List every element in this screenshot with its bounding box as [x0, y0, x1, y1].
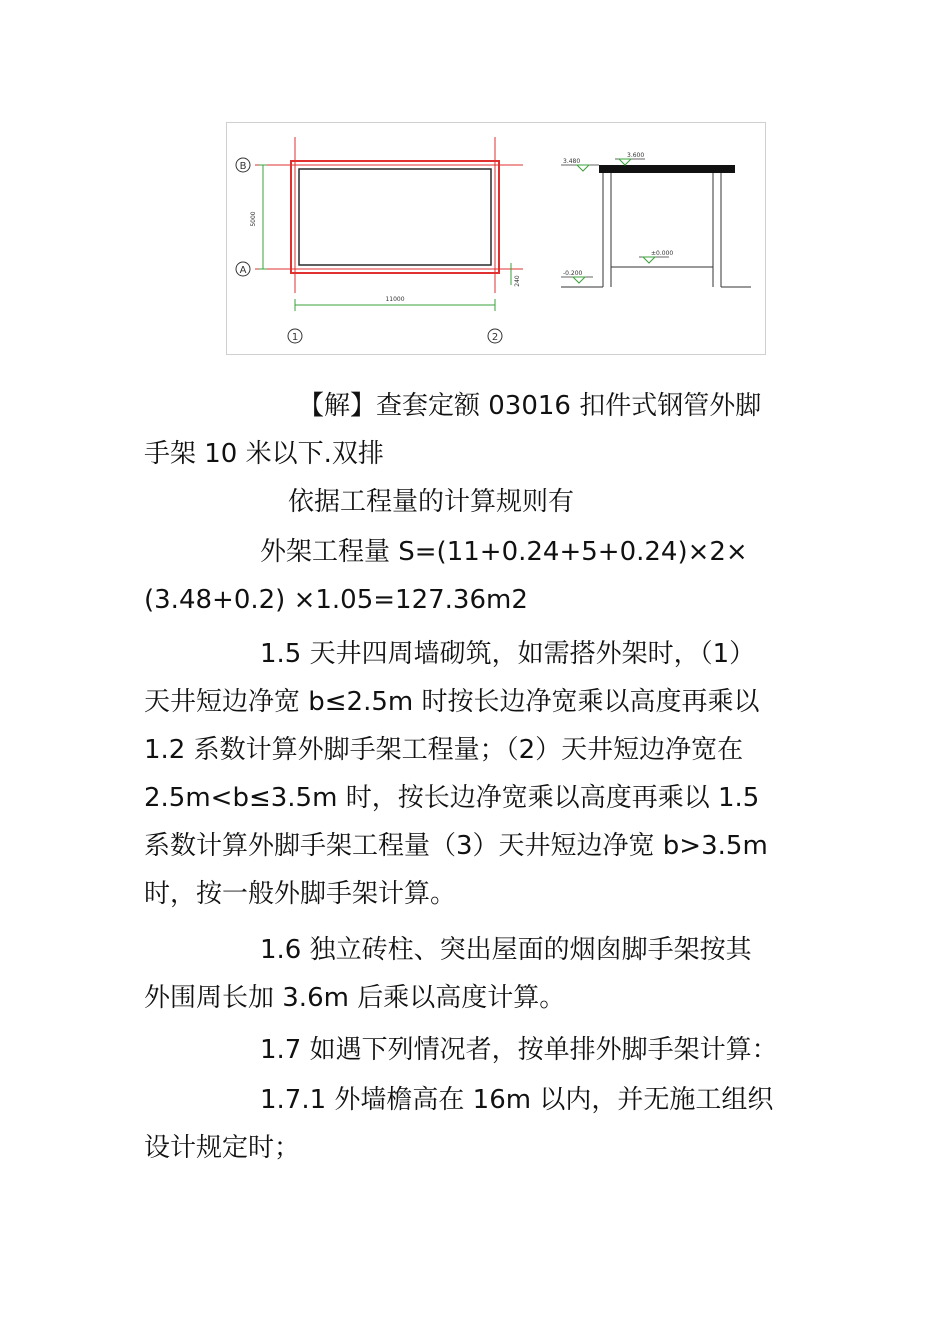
paragraph-solution — [144, 382, 814, 478]
text-line: (3.48+0.2) ×1.05=127.36m2 — [144, 585, 528, 615]
axis-label-1: 1 — [291, 332, 299, 343]
text-line: 外围周长加 3.6m 后乘以高度计算。 — [144, 983, 566, 1013]
outer-wall-outline — [291, 161, 499, 273]
text-line: 依据工程量的计算规则有 — [288, 487, 575, 517]
text-line: 1.7.1 外墙檐高在 16m 以内，并无施工组织 — [260, 1085, 774, 1115]
construction-drawing — [226, 122, 766, 355]
elev-marker-top-left — [577, 165, 589, 171]
paragraph-rule-intro — [144, 478, 814, 526]
text-line: 【解】查套定额 03016 扣件式钢管外脚 — [298, 391, 762, 421]
elev-top-left-text: 3.480 — [563, 158, 581, 165]
paragraph-1-7 — [144, 1026, 814, 1074]
text-line: 1.2 系数计算外脚手架工程量；（2）天井短边净宽在 — [144, 735, 744, 765]
text-line: 1.6 独立砖柱、突出屋面的烟囱脚手架按其 — [260, 935, 752, 965]
elev-marker-ground — [573, 277, 585, 283]
axis-label-a: A — [239, 265, 247, 276]
text-line: 时，按一般外脚手架计算。 — [144, 879, 457, 909]
axis-label-2: 2 — [491, 332, 499, 343]
text-line: 手架 10 米以下.双排 — [144, 439, 384, 469]
paragraph-formula — [144, 528, 814, 624]
text-line: 2.5m<b≤3.5m 时，按长边净宽乘以高度再乘以 1.5 — [144, 783, 760, 813]
paragraph-1-6 — [144, 926, 814, 1022]
elev-ground-text: -0.200 — [563, 270, 583, 277]
text-line: 天井短边净宽 b≤2.5m 时按长边净宽乘以高度再乘以 — [144, 687, 760, 717]
axis-label-b: B — [239, 161, 247, 172]
text-line: 系数计算外脚手架工程量（3）天井短边净宽 b>3.5m — [144, 831, 768, 861]
text-line: 1.5 天井四周墙砌筑，如需搭外架时，（1） — [260, 639, 756, 669]
elev-marker-floor — [643, 257, 655, 263]
elev-floor-text: ±0.000 — [651, 250, 674, 257]
drawing-svg — [227, 123, 765, 354]
dim-horizontal-text: 11000 — [385, 296, 405, 303]
text-line: 设计规定时； — [144, 1133, 301, 1163]
dim-wall-text: 240 — [514, 275, 521, 287]
paragraph-1-7-1 — [144, 1076, 814, 1172]
roof-slab — [599, 165, 735, 173]
text-line: 1.7 如遇下列情况者，按单排外脚手架计算： — [260, 1035, 778, 1065]
text-line: 外架工程量 S=(11+0.24+5+0.24)×2× — [260, 537, 748, 567]
inner-wall-outline — [299, 169, 491, 265]
elev-roof-text: 3.600 — [627, 152, 645, 159]
elev-marker-roof — [619, 159, 631, 165]
dim-vertical-text: 5000 — [250, 211, 257, 227]
paragraph-1-5 — [144, 630, 814, 918]
